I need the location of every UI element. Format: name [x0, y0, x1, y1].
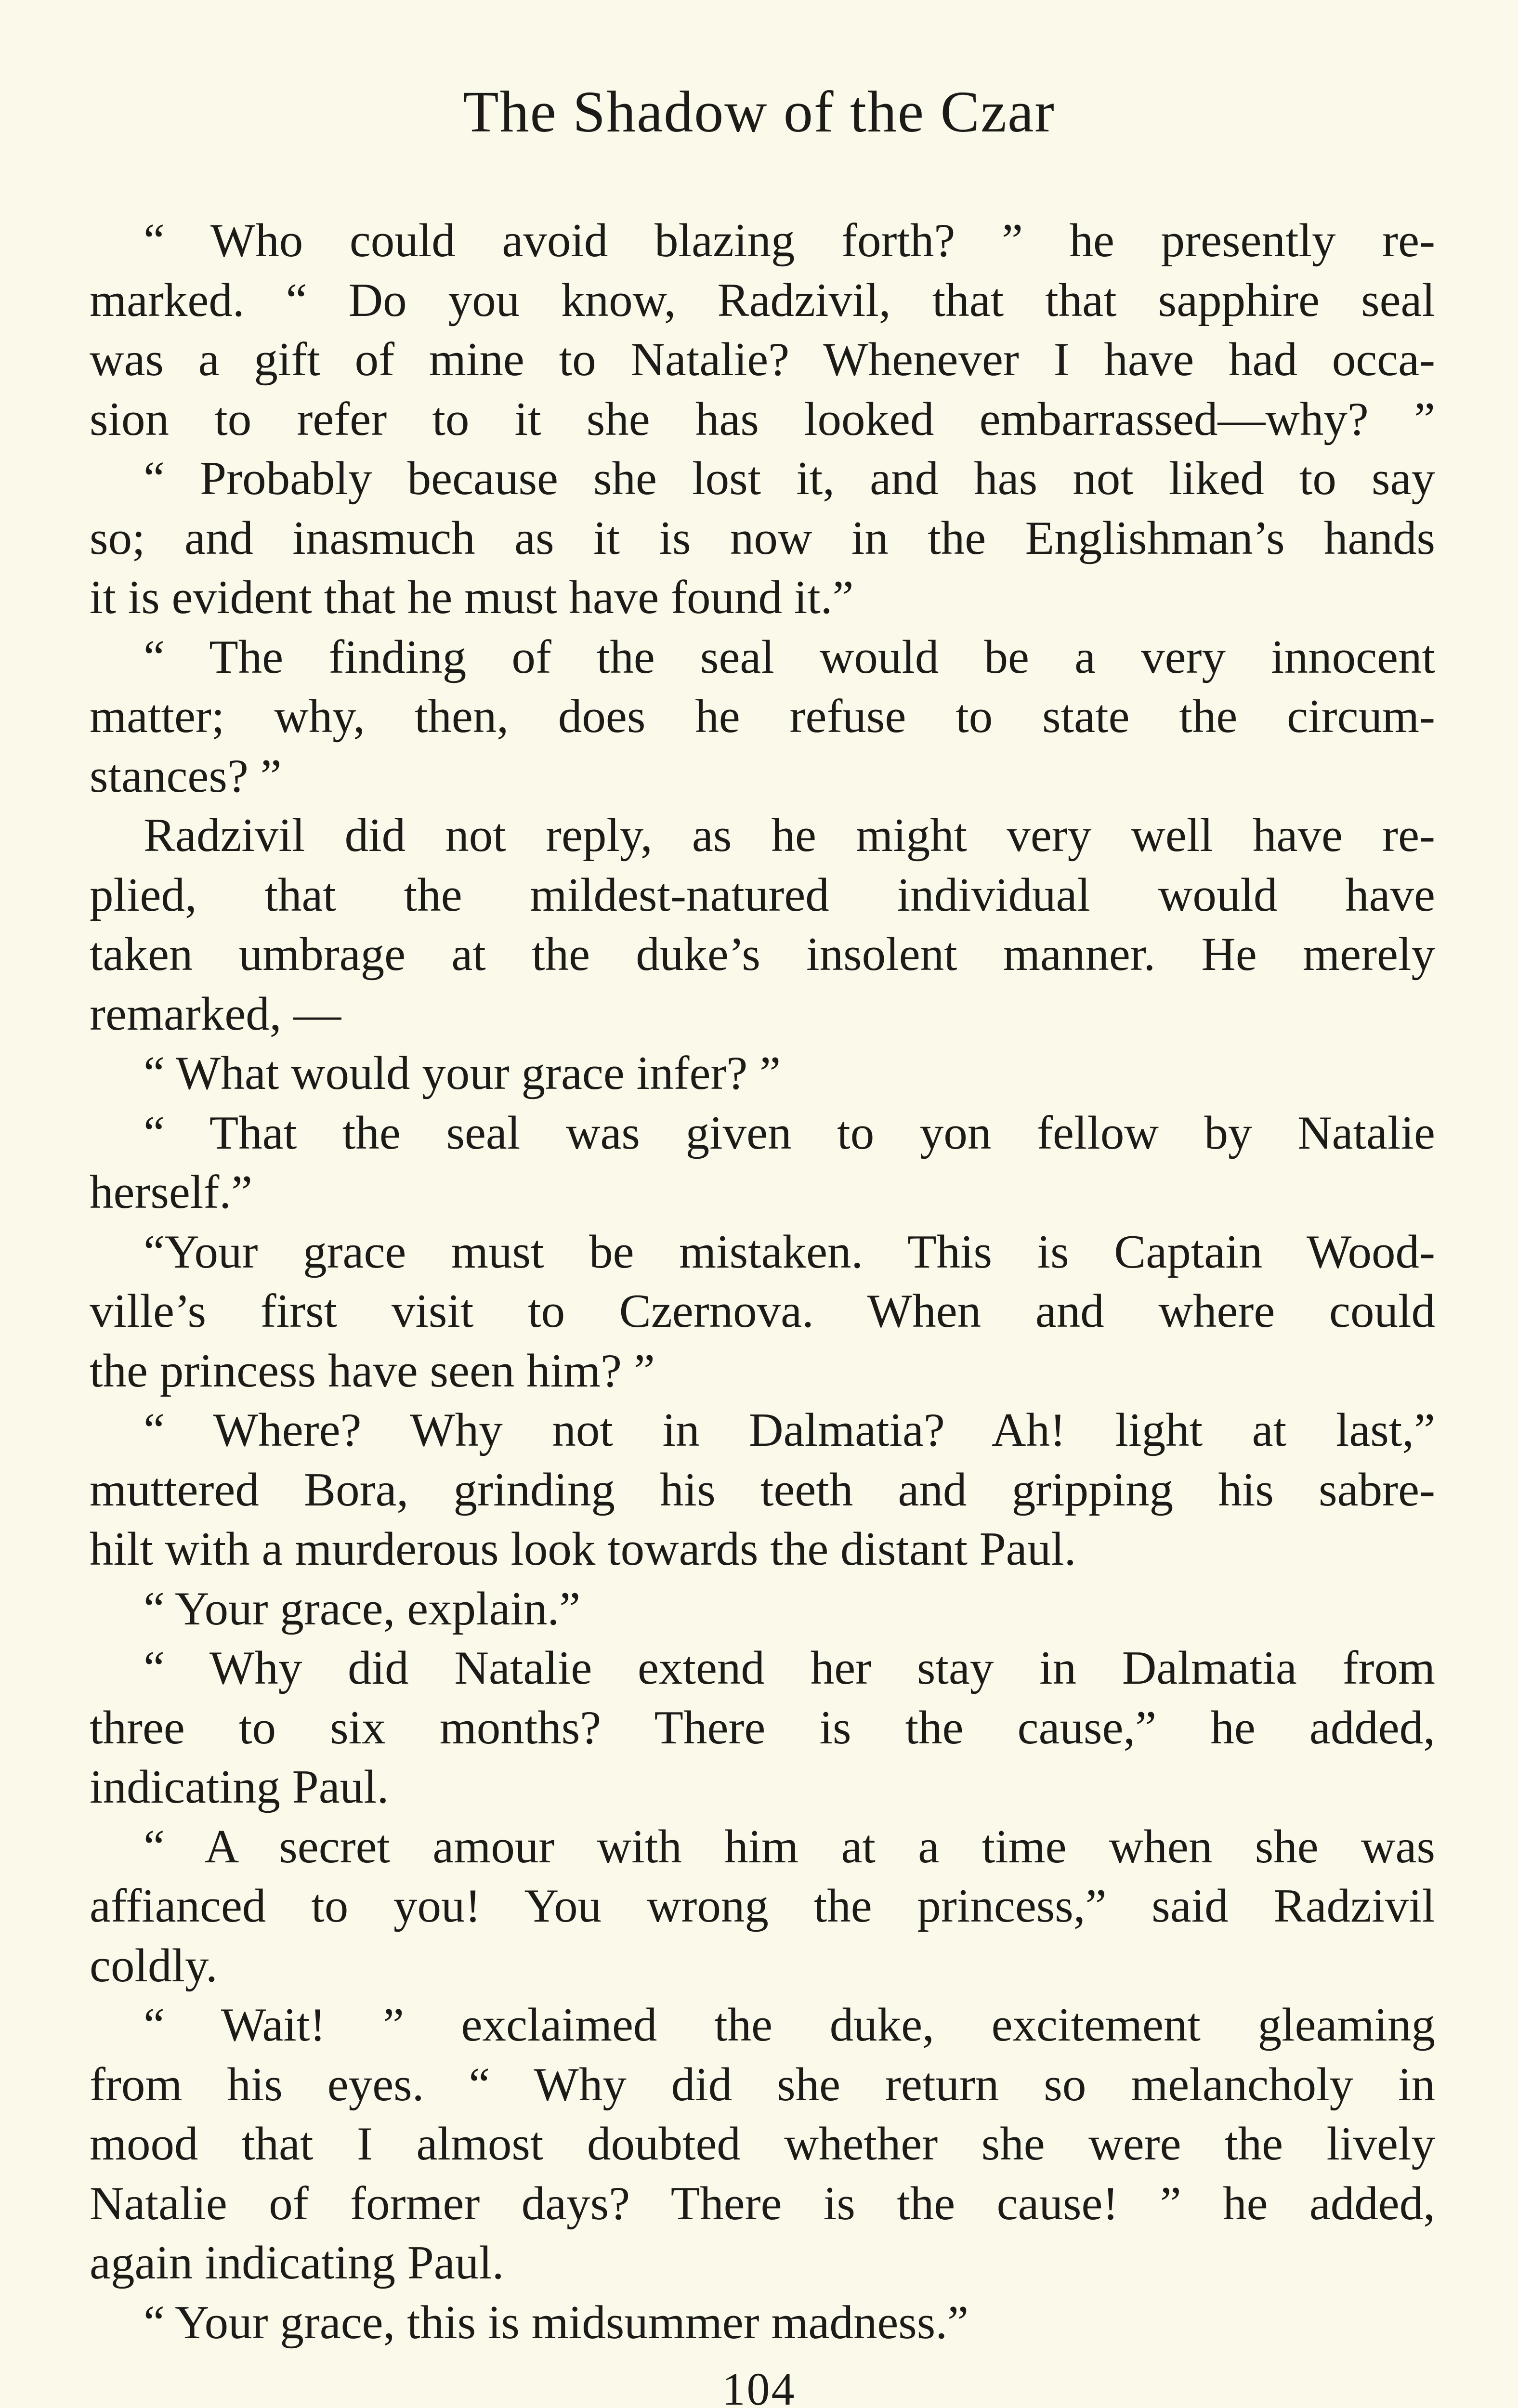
text-line: muttered Bora, grinding his teeth and gripping his sabre- — [90, 1463, 1435, 1516]
text-line: “ Why did Natalie extend her stay in Dalmatia from — [144, 1642, 1435, 1694]
text-line: marked. “ Do you know, Radzivil, that that sapphire seal — [90, 274, 1435, 327]
body-text — [90, 211, 1435, 2352]
text-line: “ Your grace, explain.” — [144, 1582, 581, 1635]
text-line: “ Probably because she lost it, and has not liked to say — [144, 452, 1435, 505]
text-line: ville’s first visit to Czernova. When and where could — [90, 1285, 1435, 1337]
text-line: “Your grace must be mistaken. This is Captain Wood- — [144, 1225, 1435, 1278]
text-line: stances? ” — [90, 749, 282, 802]
text-line: affianced to you! You wrong the princess,” said Radzivil — [90, 1880, 1435, 1932]
text-line: “ Who could avoid blazing forth? ” he presently re- — [144, 214, 1435, 267]
text-line: “ The finding of the seal would be a very innocent — [144, 630, 1435, 683]
text-line: “ Where? Why not in Dalmatia? Ah! light at last,” — [144, 1404, 1435, 1456]
text-line: was a gift of mine to Natalie? Whenever I have had occa- — [90, 333, 1435, 386]
text-line: “ Your grace, this is midsummer madness.” — [144, 2296, 969, 2349]
text-line: sion to refer to it she has looked embarrassed—why? ” — [90, 393, 1435, 445]
text-line: Natalie of former days? There is the cause! ” he added, — [90, 2177, 1435, 2230]
text-line: “ Wait! ” exclaimed the duke, excitement gleaming — [144, 1999, 1435, 2051]
text-line: from his eyes. “ Why did she return so melancholy in — [90, 2058, 1435, 2111]
text-line: “ What would your grace infer? ” — [144, 1047, 781, 1099]
text-line: again indicating Paul. — [90, 2237, 504, 2289]
page-number: 104 — [722, 2363, 796, 2408]
text-line: plied, that the mildest-natured individual would have — [90, 868, 1435, 921]
text-line: it is evident that he must have found it.” — [90, 571, 854, 624]
text-line: herself.” — [90, 1166, 253, 1218]
running-head: The Shadow of the Czar — [463, 79, 1055, 144]
text-line: so; and inasmuch as it is now in the Englishman’s hands — [90, 511, 1435, 564]
text-line: “ A secret amour with him at a time when she was — [144, 1820, 1435, 1873]
text-line: indicating Paul. — [90, 1761, 389, 1813]
text-line: matter; why, then, does he refuse to state the circum- — [90, 690, 1435, 743]
text-line: coldly. — [90, 1939, 218, 1992]
text-line: remarked, — — [90, 987, 341, 1040]
text-line: Radzivil did not reply, as he might very well have re- — [144, 809, 1435, 862]
text-line: hilt with a murderous look towards the distant Paul. — [90, 1523, 1076, 1575]
text-line: “ That the seal was given to yon fellow by Natalie — [144, 1106, 1435, 1159]
text-line: mood that I almost doubted whether she were the lively — [90, 2118, 1435, 2170]
text-line: taken umbrage at the duke’s insolent manner. He merely — [90, 928, 1435, 981]
text-line: three to six months? There is the cause,” he added, — [90, 1701, 1435, 1754]
text-line: the princess have seen him? ” — [90, 1344, 655, 1397]
